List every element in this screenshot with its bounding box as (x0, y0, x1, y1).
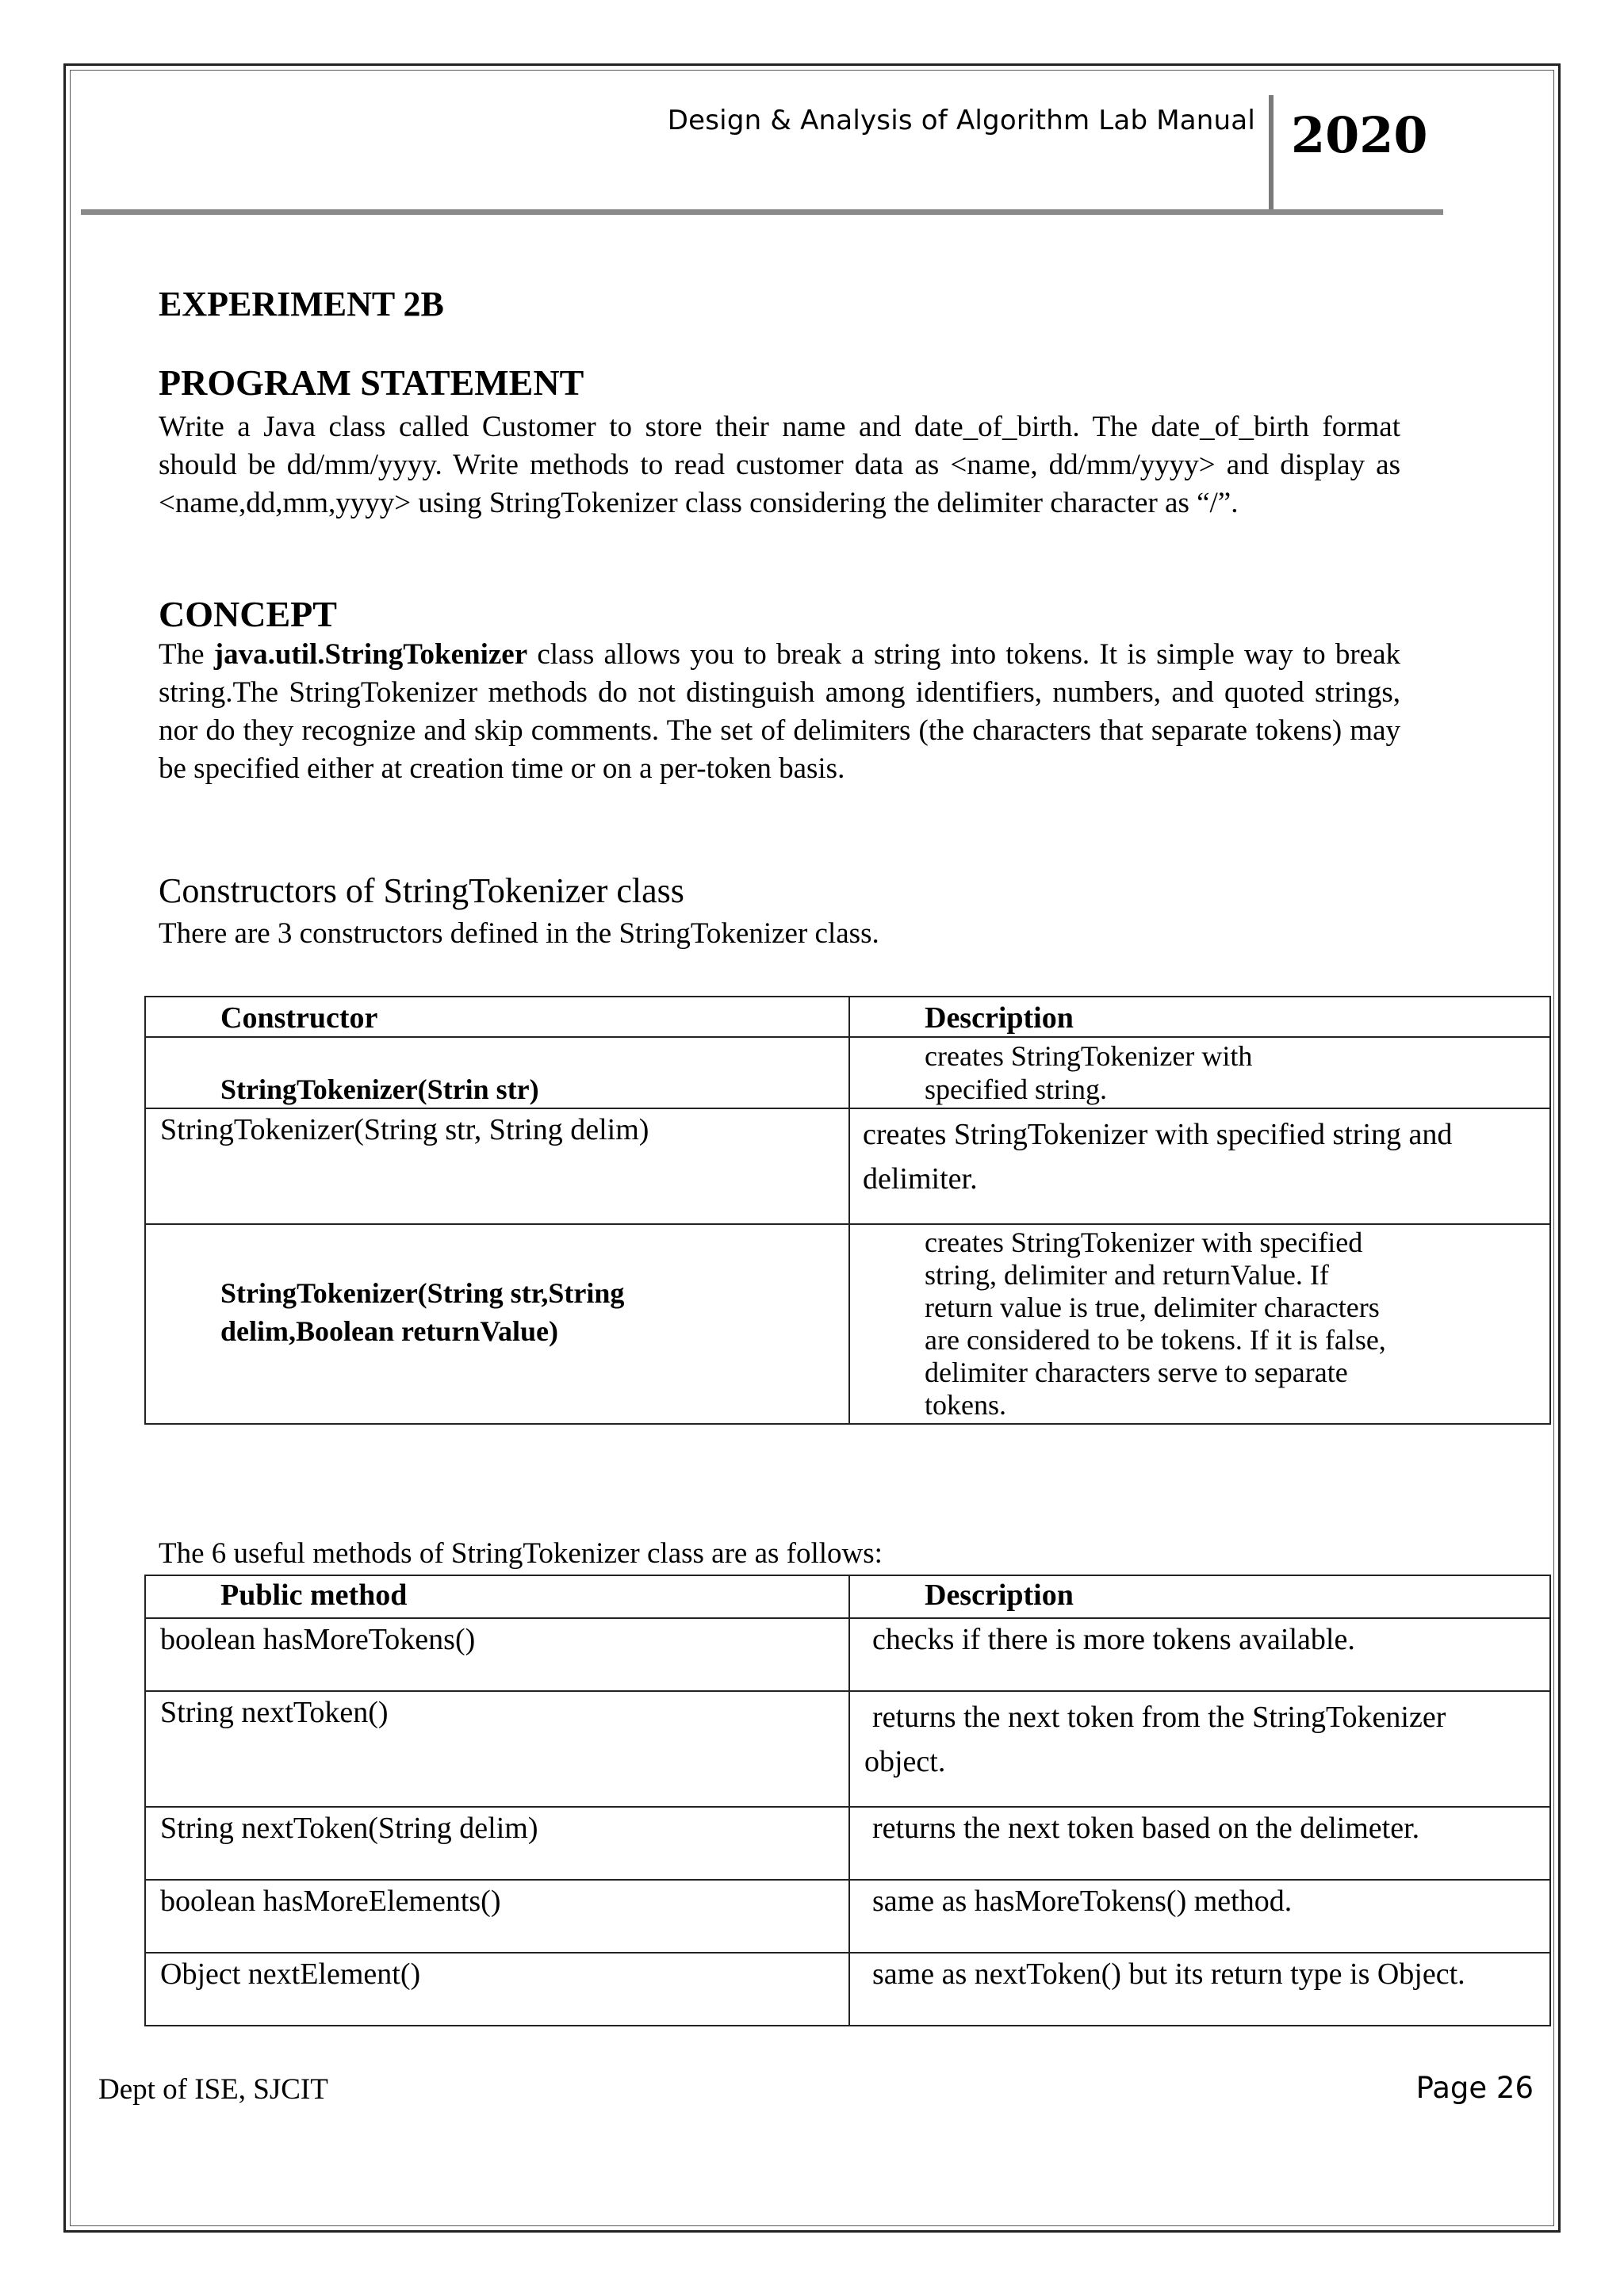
footer-department: Dept of ISE, SJCIT (98, 2073, 328, 2106)
methods-intro: The 6 useful methods of StringTokenizer class are as follows: (159, 1537, 883, 1570)
table-row (145, 1807, 1550, 1880)
constructors-heading: Constructors of StringTokenizer class (159, 871, 684, 910)
method-name: boolean hasMoreElements() (160, 1885, 501, 1918)
column-header-constructor: Constructor (220, 1001, 378, 1035)
constructors-table (144, 996, 1551, 1425)
method-description: same as hasMoreTokens() method. (872, 1885, 1293, 1918)
column-header-description: Description (925, 1001, 1074, 1035)
concept-heading: CONCEPT (159, 594, 337, 634)
table-row (145, 1691, 1550, 1807)
constructor-description: creates StringTokenizer with specified string and delimiter. (863, 1118, 1453, 1196)
concept-text: The java.util.StringTokenizer class allows you to break a string into tokens. It is simple way to break string.The StringTokenizer methods do not distinguish among identifiers, numbers, and quoted strings, nor do they recognize and skip comments. The set of delimiters (the characters that separate tokens) may be specified either at creation time or on a per-token basis. (159, 638, 1400, 785)
header-year: 2020 (1291, 106, 1428, 164)
header-divider-horizontal (81, 209, 1443, 215)
table-header-row (145, 997, 1550, 1037)
constructors-intro: There are 3 constructors defined in the StringTokenizer class. (159, 917, 879, 950)
column-header-public-method: Public method (220, 1578, 408, 1612)
table-header-row (145, 1575, 1550, 1618)
concept-class-name: java.util.StringTokenizer (213, 638, 528, 671)
methods-table (144, 1575, 1551, 2026)
constructor-name: StringTokenizer(String str,String delim,Boolean returnValue) (220, 1277, 625, 1347)
method-name: Object nextElement() (160, 1957, 421, 1991)
constructor-name: StringTokenizer(Strin str) (220, 1073, 539, 1105)
header-divider-vertical (1269, 95, 1274, 211)
column-header-description: Description (925, 1578, 1074, 1612)
method-name: boolean hasMoreTokens() (160, 1623, 476, 1656)
table-row (145, 1037, 1550, 1108)
experiment-title: EXPERIMENT 2B (159, 285, 444, 323)
constructor-description: creates StringTokenizer with specified string. (925, 1040, 1253, 1105)
method-description: returns the next token based on the delimeter. (872, 1812, 1420, 1845)
constructor-name: StringTokenizer(String str, String delim) (160, 1113, 649, 1146)
method-description: checks if there is more tokens available. (872, 1623, 1355, 1656)
program-statement-text: Write a Java class called Customer to store their name and date_of_birth. The date_of_birth format should be dd/mm/yyyy. Write methods to read customer data as <name, dd/mm/yyyy> and display as <name,dd,mm,yyyy> using StringTokenizer class considering the delimiter character as “/”. (159, 411, 1400, 519)
method-name: String nextToken() (160, 1696, 389, 1729)
constructor-description: creates StringTokenizer with specified string, delimiter and returnValue. If return value is true, delimiter characters are considered to be tokens. If it is false, delimiter characters serve to separate tokens. (925, 1226, 1386, 1421)
method-description: same as nextToken() but its return type is Object. (872, 1957, 1465, 1991)
method-name: String nextToken(String delim) (160, 1812, 538, 1845)
table-row (145, 1618, 1550, 1691)
table-row (145, 1880, 1550, 1953)
footer-page-number: Page 26 (1415, 2071, 1534, 2105)
table-row (145, 1224, 1550, 1424)
program-statement-heading: PROGRAM STATEMENT (159, 362, 584, 403)
header-title: Design & Analysis of Algorithm Lab Manual (667, 105, 1255, 136)
method-description: returns the next token from the StringTokenizer object. (864, 1701, 1446, 1778)
table-row (145, 1953, 1550, 2026)
table-row (145, 1108, 1550, 1224)
